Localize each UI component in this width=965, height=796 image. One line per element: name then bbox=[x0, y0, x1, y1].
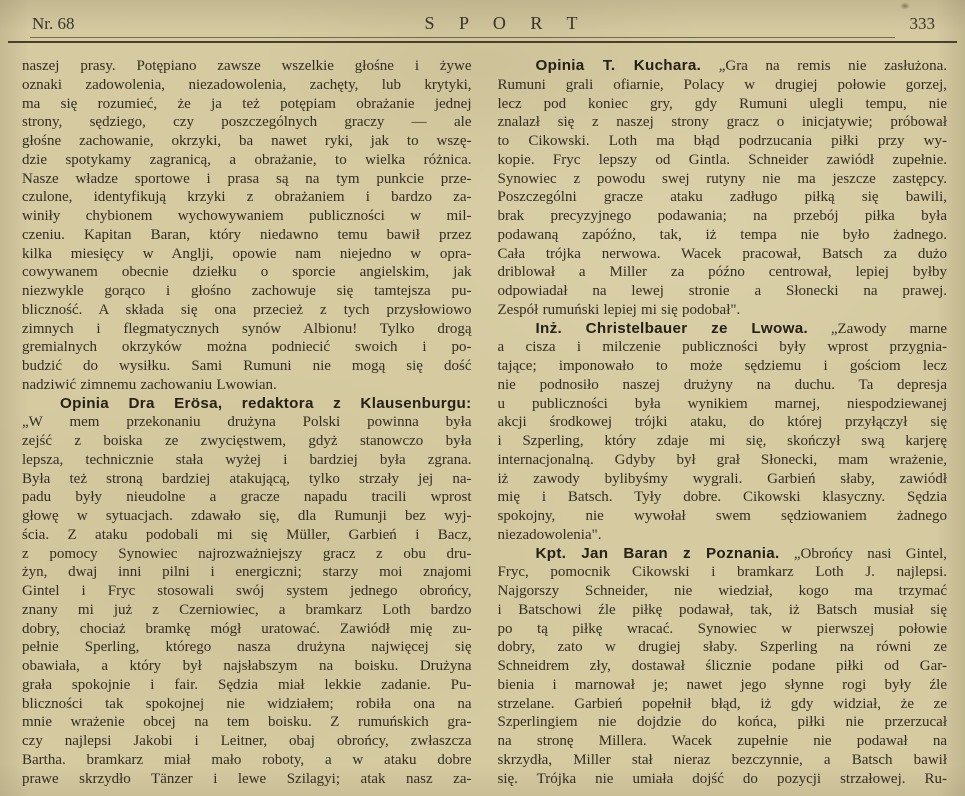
masthead bbox=[0, 0, 965, 34]
text-line: zejść z boiska ze zwycięstwem, gdyż stanowczo była bbox=[22, 433, 472, 449]
text-line: na stronę Millera. Wacek zupełnie nie podawał na bbox=[497, 733, 947, 749]
text-line: żyn, dwaj inni pilni i energiczni; starzy moi znajomi bbox=[22, 564, 472, 581]
text-line: strony, sędziego, czy poszczególnych graczy — ale bbox=[22, 114, 472, 131]
text-line: dobry, chociaż bramkę mógł uratować. Zawiódł mię zu- bbox=[22, 620, 472, 637]
text-line: i Batschowi źle piłkę podawał, tak, iż Batsch musiał się bbox=[497, 601, 947, 618]
opinion-heading: Kpt. Jan Baran z Poznania. bbox=[535, 544, 780, 562]
text-line: budzić do wysiłku. Sami Rumuni nie mogą się dość bbox=[22, 358, 472, 374]
text-line: lecz pod koniec gry, gdy Rumuni ulegli tempu, nie bbox=[497, 95, 947, 112]
paragraph bbox=[498, 57, 948, 320]
right-column bbox=[498, 57, 948, 788]
text-line: internacjonalną. Gdyby był grał Słonecki, mam wrażenie, bbox=[497, 451, 947, 468]
text-line: nie podnosiło naszej drużyny na duchu. Ta depresja bbox=[497, 376, 947, 393]
text-line: Gintel i Fryc stosowali swój system jednego obrońcy, bbox=[22, 583, 472, 599]
text-line: a cisza i milczenie publiczności były wprost przygnia- bbox=[497, 339, 947, 356]
text-line: z pomocy Synowiec najrozważniejszy gracz z obu dru- bbox=[22, 545, 472, 562]
paragraph bbox=[22, 57, 472, 395]
text-line: czeniu. Kapitan Baran, który niedawno temu bawił przez bbox=[22, 226, 472, 243]
text-line: znany mi już z Czerniowiec, a bramkarz Loth bardzo bbox=[22, 601, 472, 618]
text-line: Poszczególni gracze ataku zadługo piłką się bawili, bbox=[497, 189, 947, 206]
text-line: nadziwić zimnemu zachowaniu Lwowian. bbox=[22, 376, 277, 393]
article-body bbox=[0, 47, 965, 788]
text-line: to Cikowski. Loth ma błąd podrzucania piłki przy wy- bbox=[497, 133, 947, 149]
text-line: „W mem przekonaniu drużyna Polski powinna była bbox=[22, 414, 472, 431]
text-line: czulone, identyfikują krzyki z obrażaniem i bardzo za- bbox=[22, 189, 472, 206]
text-line: bliczność. A składa się ona przecież z tych przysłowiowo bbox=[22, 301, 472, 318]
text-line: cowywanem obecnie dziełku o sporcie angielskim, jak bbox=[22, 264, 472, 281]
text-line: głowę w sytuacjach. zdawało się, dla Rumunji bez wyj- bbox=[22, 508, 472, 524]
text-line: niezwykle gorąco i głośno zachowuje się tamtejsza pu- bbox=[22, 283, 472, 299]
text-line: bliczności tak spokojnej nie widziałem; robiła ona na bbox=[22, 695, 472, 712]
opinion-heading: Opinia T. Kuchara. bbox=[535, 57, 702, 74]
text-line: się. Trójka nie umiała dojść do pozycji strzałowej. Ru- bbox=[497, 770, 947, 787]
text-line: obawiała, a który był najsłabszym na boisku. Drużyna bbox=[22, 658, 472, 674]
text-line: Opinia T. Kuchara. „Gra na remis nie zasłużona. bbox=[535, 57, 947, 74]
left-column bbox=[22, 57, 472, 788]
text-line: lepsza, technicznie stała wyżej i bardziej była zgrana. bbox=[22, 451, 472, 468]
text-line: ma się rozumieć, że ja też potępiam obrażanie jednej bbox=[22, 95, 472, 112]
text-line: prawe skrzydło Tänzer i lewe Szilagyi; atak nasz za- bbox=[22, 770, 472, 787]
journal-title: S P O R T bbox=[424, 13, 588, 33]
text-line: naszej prasy. Potępiano zawsze wszelkie głośne i żywe bbox=[22, 58, 472, 74]
text-line: u publiczności była wynikiem marnej, niespodziewanej bbox=[497, 395, 947, 412]
text-line: dobry, zato w drugiej słaby. Szperling na równi ze bbox=[497, 639, 947, 656]
text-line: akcji środkowej trójki ataku, do której przyłączył się bbox=[497, 414, 947, 431]
text-line: niezadowolenia". bbox=[497, 526, 602, 543]
text-line: mię i Batsch. Tyły dobre. Cikowski klasyczny. Sędzia bbox=[497, 489, 947, 506]
masthead-rule bbox=[0, 37, 965, 47]
masthead-rule-thick bbox=[8, 41, 957, 43]
paragraph bbox=[498, 320, 948, 545]
opinion-heading: Inż. Christelbauer ze Lwowa. bbox=[535, 319, 808, 337]
text-line: iż zawody bylibyśmy wygrali. Garbień słaby, zawiódł bbox=[497, 470, 947, 487]
text-line bbox=[22, 395, 472, 414]
text-line: zimnych i flegmatycznych synów Albionu! Tylko drogą bbox=[22, 320, 472, 337]
paragraph bbox=[22, 395, 472, 789]
text-line: driblował a Miller za późno centrował, lepiej byłby bbox=[497, 264, 947, 281]
text-line: brak precyzyjnego podawania; na przebój piłka była bbox=[497, 208, 947, 224]
text-line: Inż. Christelbauer ze Lwowa. „Zawody marne bbox=[535, 319, 947, 337]
text-line: i Szperling, który zdaje mi się, skończył swą karjerę bbox=[497, 433, 947, 449]
text-line: Fryc, pomocnik Cikowski i bramkarz Loth J. najlepsi. bbox=[497, 564, 947, 581]
text-line: bienia i marnował je; nawet jego słynne rogi były źle bbox=[497, 676, 947, 693]
text-line: odpowiadał na lewej stronie a Słonecki na prawej. bbox=[497, 283, 947, 299]
text-line: znalazł się z naszej strony gracz o inicjatywie; próbował bbox=[497, 114, 947, 131]
text-line: strzelane. Garbień popełnił błąd, iż gdy widział, że ze bbox=[497, 695, 947, 712]
paragraph bbox=[498, 545, 948, 789]
text-line: ścia. Z ataku podobali mi się Müller, Garbień i Bacz, bbox=[22, 526, 472, 543]
text-line: głośne zachowanie, okrzyki, ba nawet ryki, jak to wszę- bbox=[22, 133, 472, 149]
masthead-rule-thin bbox=[30, 37, 895, 38]
text-line: padu były nieudolne a gracze napadu tracili wprost bbox=[22, 489, 472, 506]
text-line: Bartha. bramkarz miał mało roboty, a w ataku dobre bbox=[22, 751, 472, 768]
opinion-heading: Opinia Dra Erösa, redaktora z Klausenburgu: bbox=[60, 394, 472, 412]
text-line: kilka miesięcy w Anglji, opowie nam niejedno w opra- bbox=[22, 245, 472, 262]
text-line: oznaki zadowolenia, niezadowolenia, zachęty, lub krytyki, bbox=[22, 76, 472, 93]
text-line: Schneidrem zły, dostawał ślicznie podane piłki od Gar- bbox=[497, 658, 947, 674]
text-line: Szperlingiem nie dojdzie do końca, piłki nie przerzucał bbox=[497, 714, 947, 731]
text-line: podawaną zapóźno, tak, iż tempa nie było żadnego. bbox=[497, 226, 947, 243]
text-line: gremialnych okrzyków można podniecić swoich i po- bbox=[22, 339, 472, 356]
text-line: Zespół rumuński lepiej mi się podobał". bbox=[497, 301, 741, 318]
text-line: kopie. Fryc lepszy od Gintla. Schneider zawiódł zupełnie. bbox=[497, 151, 947, 168]
text-line: tające; imponowało to może sędziemu i gościom lecz bbox=[497, 358, 947, 374]
text-line: Kpt. Jan Baran z Poznania. „Obrońcy nasi Gintel, bbox=[535, 544, 947, 562]
text-line: dzie spotykamy zagranicą, a obrażanie, to wielka różnica. bbox=[22, 151, 472, 168]
text-line: Cała trójka nerwowa. Wacek pracował, Batsch za dużo bbox=[497, 245, 947, 262]
page-number: 333 bbox=[909, 14, 935, 33]
text-line: winiły chybionem wychowywaniem publiczności w mil- bbox=[22, 208, 472, 224]
text-line: skrzydła, Miller stał nieraz bezczynnie, a Batsch bawił bbox=[497, 751, 947, 768]
text-line: Była też stroną bardziej atakującą, tylko strzały jej na- bbox=[22, 470, 472, 487]
text-line: pełnie Sperling, którego nasza drużyna najwięcej się bbox=[22, 639, 472, 656]
text-line: Nasze władze sportowe i prasa są na tym punkcie prze- bbox=[22, 170, 472, 187]
text-line: Rumuni grali ofiarnie, Polacy w drugiej połowie gorzej, bbox=[497, 76, 947, 93]
issue-number: Nr. 68 bbox=[32, 14, 75, 33]
text-line: Najgorszy Schneider, nie wiedział, kogo ma trzymać bbox=[497, 583, 947, 599]
text-line: grała spokojnie i fair. Sędzia miał lekkie zadanie. Pu- bbox=[22, 676, 472, 693]
text-line: spokojny, nie wywołał swem sędziowaniem żadnego bbox=[497, 508, 947, 524]
text-line: mnie wrażenie obcej na tem boisku. Z rumuńskich gra- bbox=[22, 714, 472, 731]
text-line: Synowiec z powodu swej rutyny nie ma jeszcze zastępcy. bbox=[497, 170, 947, 187]
text-line: czy najlepsi Jakobi i Leitner, obaj obrońcy, zwłaszcza bbox=[22, 733, 472, 749]
text-line: po tą piłkę wracać. Synowiec w pierwszej połowie bbox=[497, 620, 947, 637]
